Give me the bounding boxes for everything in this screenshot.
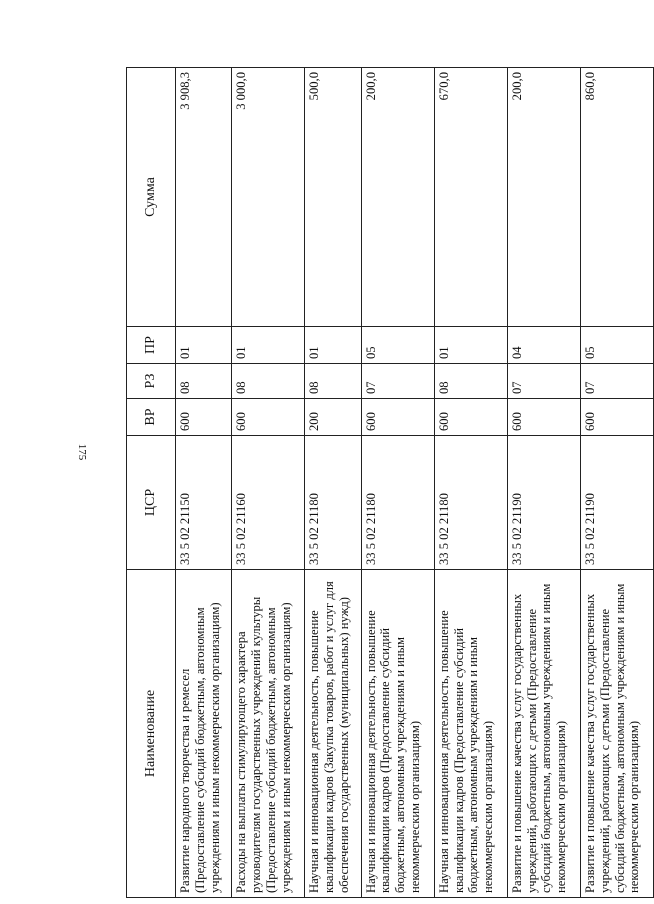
header-csr: ЦСР bbox=[127, 436, 176, 570]
cell-name: Развитие и повышение качества услуг государственных учреждений, работающих с детьми (Предоставление субсидий бюджетным, автономным учреждениям и иным некоммерческим организациям) bbox=[507, 570, 580, 898]
cell-name: Научная и инновационная деятельность, повышение квалификации кадров (Закупка товаров, работ и услуг для обеспечения государственных (муниципальных) нужд) bbox=[305, 570, 361, 898]
cell-csr: 33 5 02 21160 bbox=[232, 436, 305, 570]
cell-rz: 07 bbox=[580, 364, 653, 399]
cell-rz: 07 bbox=[507, 364, 580, 399]
header-rz: РЗ bbox=[127, 364, 176, 399]
cell-csr: 33 5 02 21180 bbox=[361, 436, 434, 570]
table-row bbox=[232, 68, 305, 898]
cell-csr: 33 5 02 21180 bbox=[434, 436, 507, 570]
rotated-page bbox=[126, 68, 654, 898]
cell-pr: 05 bbox=[580, 327, 653, 364]
cell-csr: 33 5 02 21180 bbox=[305, 436, 361, 570]
header-name: Наименование bbox=[127, 570, 176, 898]
table-row bbox=[580, 68, 653, 898]
cell-name: Научная и инновационная деятельность, повышение квалификации кадров (Предоставление субсидий бюджетным, автономным учреждениям и иным некоммерческим организациям) bbox=[361, 570, 434, 898]
cell-sum: 500,0 bbox=[305, 68, 361, 327]
cell-pr: 01 bbox=[434, 327, 507, 364]
table-row bbox=[361, 68, 434, 898]
cell-name: Развитие и повышение качества услуг государственных учреждений, работающих с детьми (Предоставление субсидий бюджетным, автономным учреждениям и иным некоммерческим организациям) bbox=[580, 570, 653, 898]
cell-sum: 200,0 bbox=[361, 68, 434, 327]
cell-vr: 200 bbox=[305, 399, 361, 436]
cell-sum: 860,0 bbox=[580, 68, 653, 327]
cell-rz: 08 bbox=[434, 364, 507, 399]
cell-pr: 04 bbox=[507, 327, 580, 364]
table-row bbox=[176, 68, 232, 898]
cell-csr: 33 5 02 21150 bbox=[176, 436, 232, 570]
cell-rz: 08 bbox=[305, 364, 361, 399]
header-sum: Сумма bbox=[127, 68, 176, 327]
cell-name: Расходы на выплаты стимулирующего характера руководителям государственных учреждений культуры (Предоставление субсидий бюджетным, автономным учреждениям и иным некоммерческим организациям) bbox=[232, 570, 305, 898]
budget-table bbox=[126, 67, 654, 898]
table-row bbox=[305, 68, 361, 898]
cell-sum: 200,0 bbox=[507, 68, 580, 327]
header-pr: ПР bbox=[127, 327, 176, 364]
cell-rz: 08 bbox=[232, 364, 305, 399]
header-vr: ВР bbox=[127, 399, 176, 436]
cell-pr: 05 bbox=[361, 327, 434, 364]
cell-vr: 600 bbox=[176, 399, 232, 436]
cell-sum: 3 908,3 bbox=[176, 68, 232, 327]
cell-vr: 600 bbox=[361, 399, 434, 436]
cell-vr: 600 bbox=[232, 399, 305, 436]
cell-pr: 01 bbox=[305, 327, 361, 364]
table-row bbox=[434, 68, 507, 898]
cell-name: Развитие народного творчества и ремесел (Предоставление субсидий бюджетным, автономным учреждениям и иным некоммерческим организациям) bbox=[176, 570, 232, 898]
cell-rz: 08 bbox=[176, 364, 232, 399]
cell-vr: 600 bbox=[434, 399, 507, 436]
cell-pr: 01 bbox=[176, 327, 232, 364]
page-number: 175 bbox=[76, 443, 88, 461]
table-container bbox=[126, 68, 654, 898]
cell-csr: 33 5 02 21190 bbox=[507, 436, 580, 570]
cell-sum: 3 000,0 bbox=[232, 68, 305, 327]
cell-sum: 670,0 bbox=[434, 68, 507, 327]
cell-csr: 33 5 02 21190 bbox=[580, 436, 653, 570]
cell-vr: 600 bbox=[507, 399, 580, 436]
cell-rz: 07 bbox=[361, 364, 434, 399]
cell-vr: 600 bbox=[580, 399, 653, 436]
table-header-row bbox=[127, 68, 176, 898]
cell-pr: 01 bbox=[232, 327, 305, 364]
table-row bbox=[507, 68, 580, 898]
cell-name: Научная и инновационная деятельность, повышение квалификации кадров (Предоставление субсидий бюджетным, автономным учреждениям и иным некоммерческим организациям) bbox=[434, 570, 507, 898]
